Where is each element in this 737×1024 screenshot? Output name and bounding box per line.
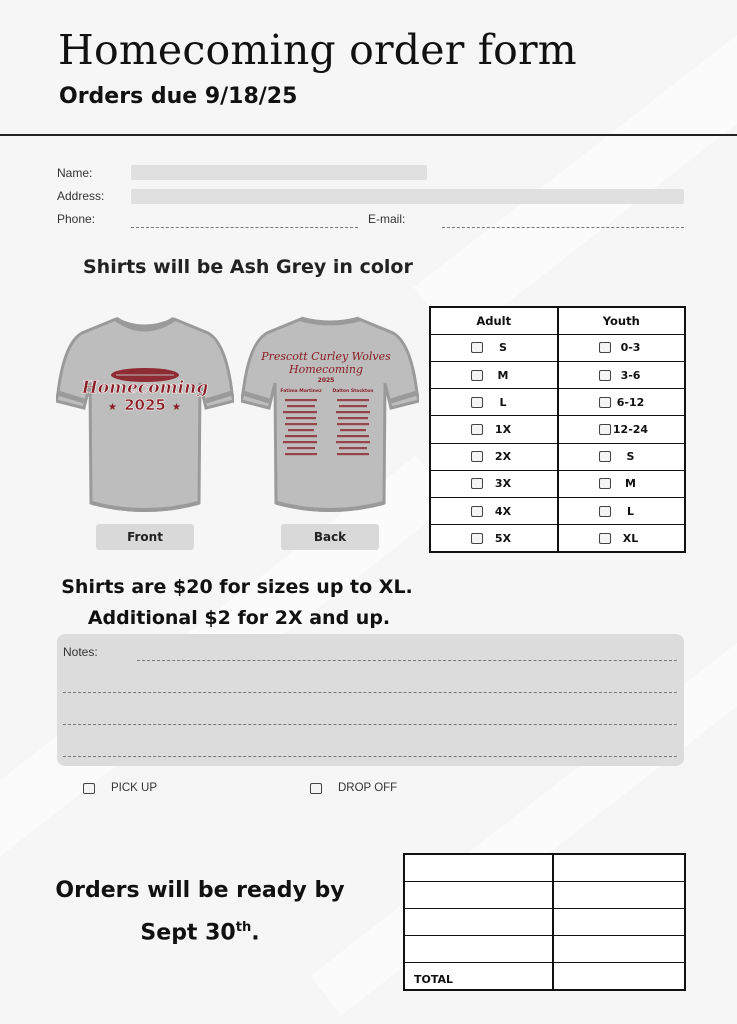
size-checkbox[interactable] bbox=[599, 506, 611, 517]
name-field[interactable] bbox=[131, 165, 427, 180]
totals-cell[interactable] bbox=[553, 936, 685, 963]
phone-field[interactable] bbox=[131, 227, 358, 228]
total-value-cell[interactable] bbox=[553, 963, 685, 990]
totals-cell[interactable] bbox=[553, 881, 685, 908]
front-shirt-image bbox=[56, 313, 234, 513]
pickup-label: PICK UP bbox=[111, 782, 158, 794]
size-checkbox[interactable] bbox=[471, 424, 483, 435]
size-checkbox[interactable] bbox=[599, 342, 611, 353]
size-checkbox[interactable] bbox=[471, 506, 483, 517]
size-checkbox[interactable] bbox=[599, 424, 611, 435]
size-row bbox=[430, 334, 685, 361]
size-label: XL bbox=[622, 531, 639, 545]
ready-line-1: Orders will be ready by bbox=[55, 878, 345, 903]
size-label: 4X bbox=[494, 504, 512, 518]
pricing-line-1: Shirts are $20 for sizes up to XL. bbox=[61, 576, 413, 598]
size-label: S bbox=[626, 450, 635, 464]
address-field[interactable] bbox=[131, 189, 684, 204]
ready-date-end: . bbox=[251, 920, 260, 946]
notes-line[interactable] bbox=[63, 692, 677, 693]
pickup-option[interactable] bbox=[83, 782, 157, 794]
size-row bbox=[430, 498, 685, 525]
totals-cell[interactable] bbox=[404, 936, 553, 963]
totals-cell[interactable] bbox=[553, 854, 685, 881]
size-label: 12-24 bbox=[612, 422, 649, 436]
pricing-line-2: Additional $2 for 2X and up. bbox=[87, 607, 391, 629]
shirt-color-note: Shirts will be Ash Grey in color bbox=[83, 256, 413, 278]
ready-date: Sept 30 bbox=[140, 920, 236, 946]
size-checkbox[interactable] bbox=[599, 451, 611, 462]
size-label: 5X bbox=[494, 531, 512, 545]
adult-header: Adult bbox=[430, 307, 558, 334]
totals-cell[interactable] bbox=[553, 908, 685, 935]
size-row bbox=[430, 389, 685, 416]
size-table bbox=[429, 306, 686, 553]
notes-label: Notes: bbox=[63, 645, 98, 659]
size-row bbox=[430, 416, 685, 443]
size-label: 3-6 bbox=[620, 368, 641, 382]
totals-cell[interactable] bbox=[404, 908, 553, 935]
size-checkbox[interactable] bbox=[471, 451, 483, 462]
svg-text:★: ★ bbox=[108, 402, 117, 413]
back-print-script: Prescott Curley Wolves bbox=[261, 350, 391, 363]
totals-cell[interactable] bbox=[404, 881, 553, 908]
size-checkbox[interactable] bbox=[599, 533, 611, 544]
total-label-cell bbox=[404, 963, 553, 990]
ready-date-suffix: th bbox=[235, 920, 252, 935]
total-label: TOTAL bbox=[414, 972, 454, 986]
size-checkbox[interactable] bbox=[471, 397, 483, 408]
size-label: L bbox=[626, 504, 634, 518]
back-label: Back bbox=[281, 524, 379, 550]
size-checkbox[interactable] bbox=[599, 478, 611, 489]
front-print-year: 2025 bbox=[124, 396, 166, 414]
back-print-year: 2025 bbox=[317, 377, 335, 384]
dropoff-checkbox[interactable] bbox=[310, 783, 322, 794]
size-checkbox[interactable] bbox=[471, 533, 483, 544]
email-label: E-mail: bbox=[368, 212, 406, 226]
name-label: Name: bbox=[57, 166, 93, 180]
notes-box[interactable] bbox=[57, 634, 684, 766]
size-label: L bbox=[499, 395, 507, 409]
phone-label: Phone: bbox=[57, 212, 96, 226]
youth-header: Youth bbox=[558, 307, 686, 334]
size-label: 6-12 bbox=[616, 395, 645, 409]
front-print-word: Homecoming bbox=[81, 378, 209, 398]
totals-cell[interactable] bbox=[404, 854, 553, 881]
dropoff-label: DROP OFF bbox=[338, 782, 398, 794]
header-divider bbox=[0, 134, 737, 136]
size-label: M bbox=[625, 477, 636, 491]
size-row bbox=[430, 525, 685, 552]
ready-line-2 bbox=[40, 909, 360, 951]
size-checkbox[interactable] bbox=[471, 370, 483, 381]
size-checkbox[interactable] bbox=[471, 478, 483, 489]
address-label: Address: bbox=[57, 189, 105, 203]
size-label: 2X bbox=[494, 450, 512, 464]
size-checkbox[interactable] bbox=[599, 397, 611, 408]
size-row bbox=[430, 470, 685, 497]
notes-line[interactable] bbox=[63, 724, 677, 725]
size-row bbox=[430, 361, 685, 388]
back-print-word: Homecoming bbox=[288, 363, 364, 376]
size-checkbox[interactable] bbox=[471, 342, 483, 353]
ready-note bbox=[40, 872, 360, 951]
size-checkbox[interactable] bbox=[599, 370, 611, 381]
pickup-checkbox[interactable] bbox=[83, 783, 95, 794]
dropoff-option[interactable] bbox=[310, 782, 397, 794]
due-date-subtitle: Orders due 9/18/25 bbox=[59, 84, 298, 109]
totals-table bbox=[403, 853, 686, 991]
back-print-queen: Fatima Martinez bbox=[280, 389, 322, 394]
notes-line[interactable] bbox=[63, 756, 677, 757]
size-label: 0-3 bbox=[620, 341, 641, 355]
back-shirt-image bbox=[241, 313, 419, 513]
notes-line[interactable] bbox=[137, 660, 677, 661]
size-label: 1X bbox=[494, 422, 512, 436]
svg-text:★: ★ bbox=[172, 402, 181, 413]
front-label: Front bbox=[96, 524, 194, 550]
size-row bbox=[430, 443, 685, 470]
page-title: Homecoming order form bbox=[58, 26, 577, 74]
email-field[interactable] bbox=[442, 227, 684, 228]
size-label: S bbox=[499, 341, 507, 355]
back-print-king: Dalton Stockton bbox=[332, 389, 374, 394]
size-label: M bbox=[497, 368, 509, 382]
size-label: 3X bbox=[494, 477, 512, 491]
